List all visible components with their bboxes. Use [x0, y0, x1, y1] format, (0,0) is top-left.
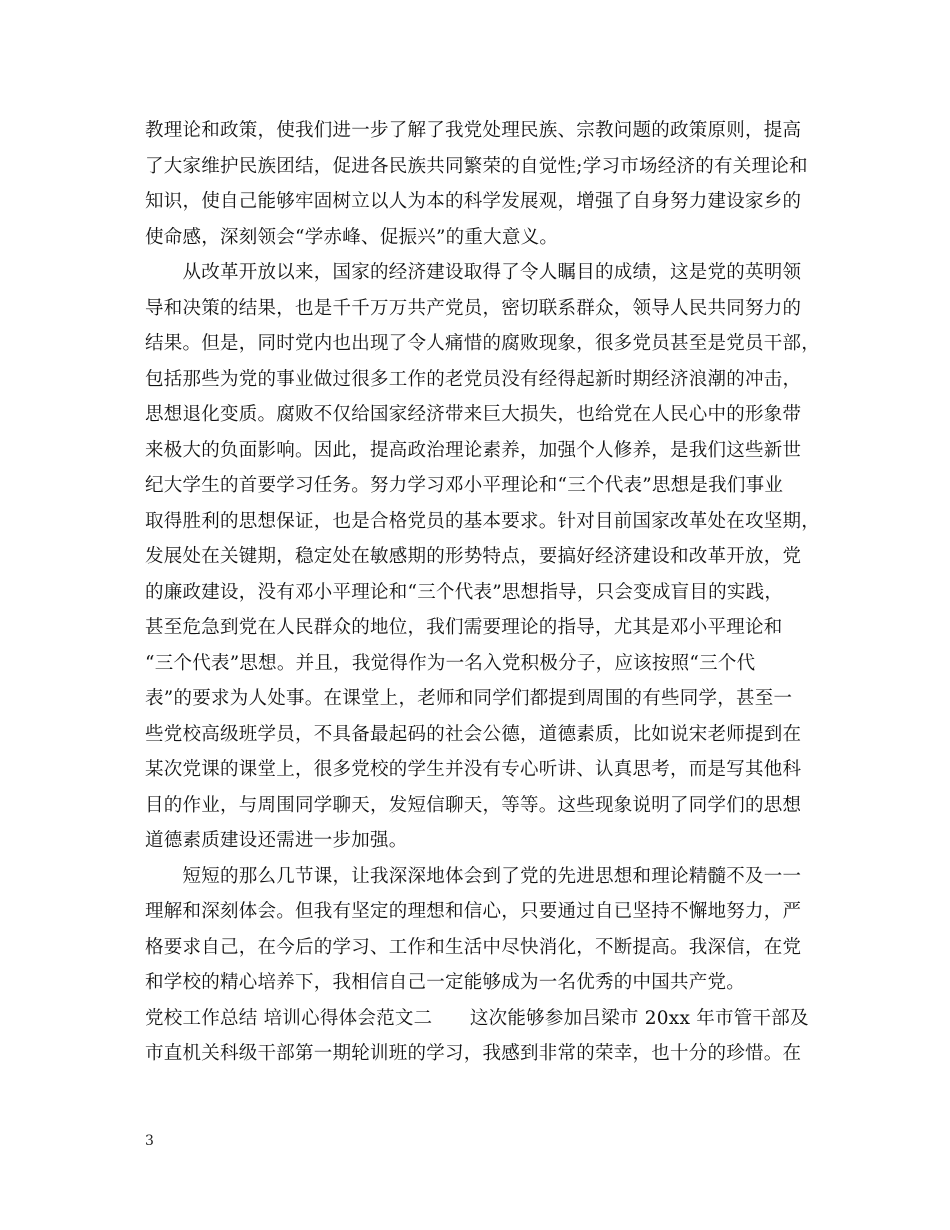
text-line: 来极大的负面影响。因此，提高政治理论素养，加强个人修养，是我们这些新世: [145, 439, 802, 461]
text-line: 使命感，深刻领会“学赤峰、促振兴”的重大意义。: [145, 226, 559, 248]
text-line: 的廉政建设，没有邓小平理论和“三个代表”思想指导，只会变成盲目的实践，: [145, 581, 784, 603]
text-line: 纪大学生的首要学习任务。努力学习邓小平理论和“三个代表”思想是我们事业: [145, 475, 784, 496]
text-line: 包括那些为党的事业做过很多工作的老党员没有经得起新时期经济浪潮的冲击，: [145, 368, 802, 390]
text-line: 从改革开放以来，国家的经济建设取得了令人瞩目的成绩，这是党的英明领: [145, 262, 802, 283]
text-line: 结果。但是，同时党内也出现了令人痛惜的腐败现象，很多党员甚至是党员干部，: [145, 333, 821, 354]
text-line: 发展处在关键期，稳定处在敏感期的形势特点，要搞好经济建设和改革开放，党: [145, 546, 802, 567]
body-text: [145, 113, 821, 1072]
text-line: 格要求自己，在今后的学习、工作和生活中尽快消化，不断提高。我深信，在党: [145, 936, 802, 958]
text-line: “三个代表”思想。并且，我觉得作为一名入党积极分子，应该按照“三个代: [145, 652, 756, 674]
text-line: 某次党课的课堂上，很多党校的学生并没有专心听讲、认真思考，而是写其他科: [145, 759, 802, 780]
page-number: 3: [145, 1133, 154, 1149]
text-line: 教理论和政策，使我们进一步了解了我党处理民族、宗教问题的政策原则，提高: [145, 120, 802, 141]
text-line: 党校工作总结 培训心得体会范文二 这次能够参加吕梁市 20xx 年市管干部及: [145, 1007, 809, 1029]
text-line: 短短的那么几节课，让我深深地体会到了党的先进思想和理论精髓不及一一: [145, 865, 802, 887]
text-line: 和学校的精心培养下，我相信自己一定能够成为一名优秀的中国共产党。: [145, 972, 746, 993]
text-line: 市直机关科级干部第一期轮训班的学习，我感到非常的荣幸，也十分的珍惜。在: [145, 1043, 802, 1064]
text-line: 知识，使自己能够牢固树立以人为本的科学发展观，增强了自身努力建设家乡的: [145, 191, 802, 212]
text-line: 取得胜利的思想保证，也是合格党员的基本要求。针对目前国家改革处在攻坚期，: [145, 510, 821, 532]
text-line: 理解和深刻体会。但我有坚定的理想和信心，只要通过自已坚持不懈地努力，严: [145, 901, 802, 922]
text-line: 导和决策的结果，也是千千万万共产党员，密切联系群众，领导人民共同努力的: [145, 297, 802, 319]
text-line: 表”的要求为人处事。在课堂上，老师和同学们都提到周围的有些同学，甚至一: [145, 688, 793, 709]
text-line: 些党校高级班学员，不具备最起码的社会公德，道德素质，比如说宋老师提到在: [145, 723, 802, 745]
text-line: 甚至危急到党在人民群众的地位，我们需要理论的指导，尤其是邓小平理论和: [145, 617, 783, 638]
text-line: 目的作业，与周围同学聊天，发短信聊天，等等。这些现象说明了同学们的思想: [145, 794, 802, 816]
text-line: 了大家维护民族团结，促进各民族共同繁荣的自觉性;学习市场经济的有关理论和: [145, 155, 808, 177]
text-line: 思想退化变质。腐败不仅给国家经济带来巨大损失，也给党在人民心中的形象带: [145, 404, 802, 425]
text-line: 道德素质建设还需进一步加强。: [145, 830, 408, 851]
